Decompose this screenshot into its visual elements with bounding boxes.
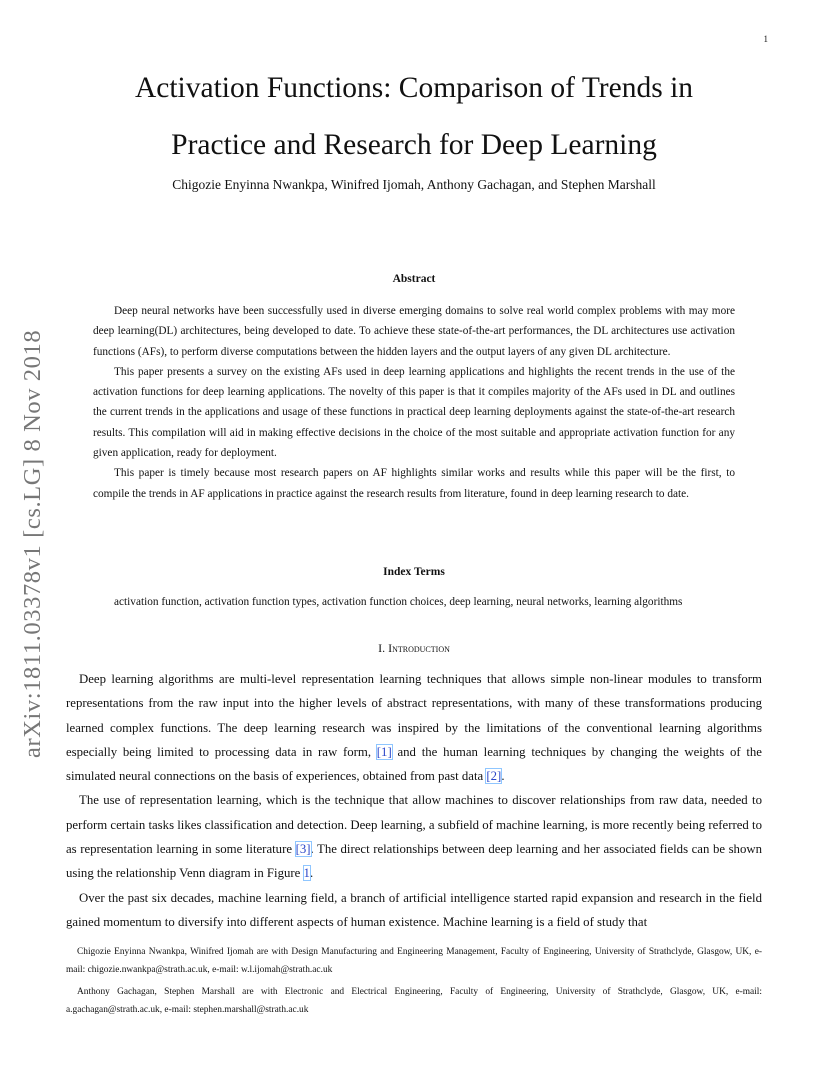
paragraph-text: . [309,866,314,881]
abstract-paragraph: This paper is timely because most research papers on AF highlights similar works and results while this paper will be the first, to compile the trends in AF applications in practice against the research results from literature, found in deep learning research to date. [93,467,735,500]
citation-link-2[interactable]: [2] [486,769,502,784]
paragraph-text: . [501,769,505,784]
paper-title [60,60,768,174]
index-terms-heading: Index Terms [383,566,445,578]
footnote: Anthony Gachagan, Stephen Marshall are with Electronic and Electrical Engineering, Faculty of Engineering, University of Strathclyde, Glasgow, UK, e-mail: a.gachagan@strath.ac.uk, e-mail: stephen.marshall@strath.ac.uk [66,987,762,1016]
arxiv-identifier-stamp[interactable]: arXiv:1811.03378v1 [cs.LG] 8 Nov 2018 [19,329,46,758]
author-affiliation-footnotes [66,943,762,1023]
title-line-2: Practice and Research for Deep Learning [171,129,657,161]
body-paragraph [66,667,762,788]
paragraph-text: . The direct relationships between deep learning and her associated fields can be shown using the relationship Venn diagram in Figure [66,842,762,881]
paragraph-text: The use of representation learning, which is the technique that allow machines to discover relationships from raw data, needed to perform certain tasks likes classification and detection. Deep learning, a subfield of machine learning, is more recently being referred to as representation learning in some literature [66,793,762,857]
body-paragraph: Over the past six decades, machine learning field, a branch of artificial intelligence started rapid expansion and research in the field gained momentum to diversify into different aspects of human existence. Machine learning is a field of study that [66,890,762,929]
title-line-1: Activation Functions: Comparison of Trends in [134,72,694,104]
figure-reference-link[interactable]: 1 [303,866,310,881]
author-list: Chigozie Enyinna Nwankpa, Winifred Ijomah, Anthony Gachagan, and Stephen Marshall [172,177,656,192]
abstract-paragraph: This paper presents a survey on the existing AFs used in deep learning applications and highlights the recent trends in the use of the activation functions for deep learning applications. The novelty of this paper is that it compiles majority of the AFs used in DL and outlines the current trends in the applications and usage of these functions in practical deep learning deployments against the state-of-the-art research results. This compilation will aid in making effective decisions in the choice of the most suitable and appropriate activation function for any given application, ready for deployment. [93,365,735,460]
index-terms: activation function, activation function types, activation function choices, deep learning, neural networks, learning algorithms [114,596,683,608]
paragraph-text: and the human learning techniques by changing the weights of the simulated neural connections on the basis of experiences, obtained from past data [66,744,762,784]
abstract-body [93,301,735,504]
abstract-paragraph: Deep neural networks have been successfully used in diverse emerging domains to solve real world complex problems with may more deep learning(DL) architectures, being developed to date. To achieve these state-of-the-art performances, the DL architectures use activation functions (AFs), to perform diverse computations between the hidden layers and the output layers of any given DL architecture. [93,305,735,358]
abstract-heading: Abstract [392,273,436,285]
citation-link-3[interactable]: [3] [295,842,311,857]
page-number: 1 [763,34,768,44]
body-paragraph [66,788,762,885]
paragraph-text: Deep learning algorithms are multi-level representation learning techniques that allows simple non-linear modules to transform representations from the raw input into the higher levels of abstract representations, with many of these transformations producing learned complex functions. The deep learning research was inspired by the limitations of the conventional learning algorithms especially being limited to processing data in raw form, [66,672,762,759]
introduction-body [66,667,762,934]
footnote: Chigozie Enyinna Nwankpa, Winifred Ijomah are with Design Manufacturing and Engineering Management, Faculty of Engineering, University of Strathclyde, Glasgow, UK, e-mail: chigozie.nwankpa@strath.ac.uk, e-mail: w.l.ijomah@strath.ac.uk [66,947,762,976]
citation-link-1[interactable]: [1] [376,744,392,759]
section-heading-introduction: I. Introduction [378,641,450,655]
